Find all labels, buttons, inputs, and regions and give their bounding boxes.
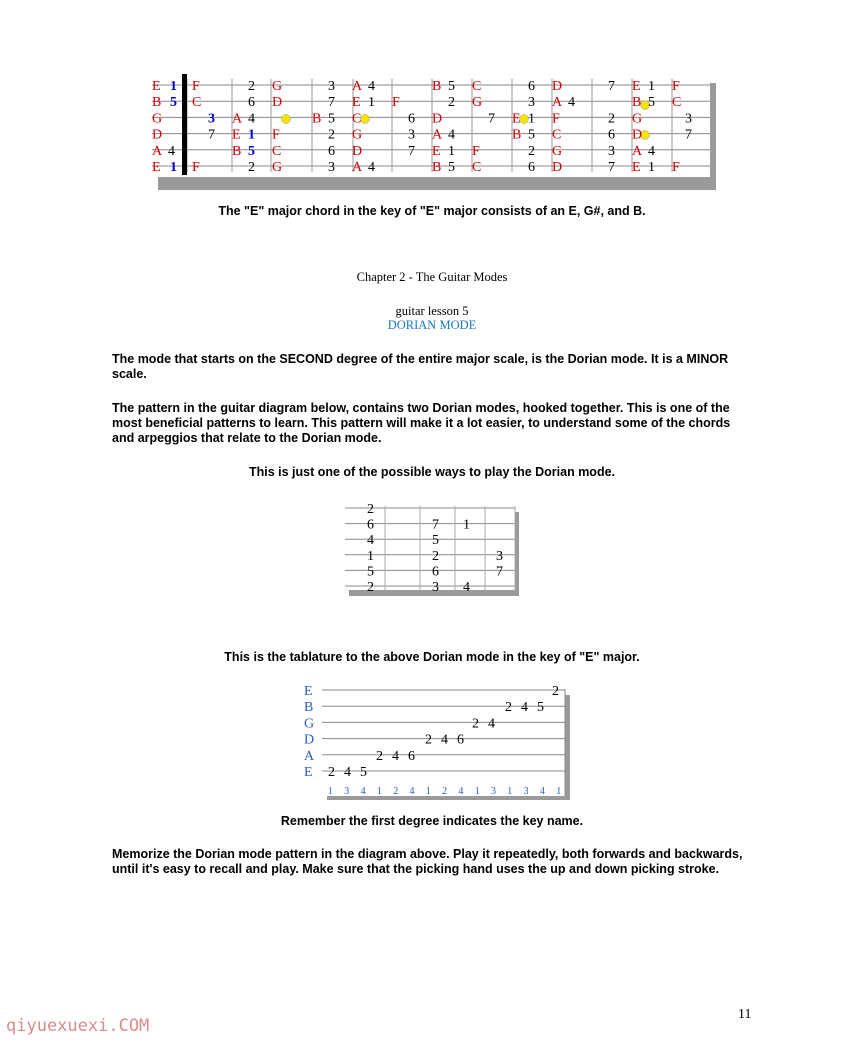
note-name: A (352, 79, 363, 94)
note-name: G (632, 111, 643, 127)
tab-fingering-number: 4 (458, 786, 464, 797)
tab-fingering-number: 1 (556, 786, 562, 797)
scale-degree: 3 (608, 143, 615, 159)
note-name: E (152, 79, 161, 94)
scale-degree: 6 (528, 160, 535, 175)
tab-fret-number: 2 (425, 732, 432, 748)
note-name: G (272, 160, 283, 175)
key-name-note: Remember the first degree indicates the key name. (280, 814, 584, 828)
scale-degree: 4 (368, 79, 375, 94)
note-name: A (232, 111, 243, 127)
note-name: B (632, 95, 642, 111)
dorian-tablature (300, 680, 575, 800)
scale-degree: 1 (448, 143, 455, 159)
note-name: F (192, 79, 200, 94)
scale-degree: 3 (528, 95, 535, 111)
note-name: C (472, 160, 482, 175)
note-name: F (672, 160, 680, 175)
tab-string-name: E (304, 684, 313, 699)
scale-degree: 6 (248, 95, 255, 111)
note-name: F (672, 79, 680, 94)
lesson-title: guitar lesson 5 (395, 304, 469, 318)
tab-string-name: A (304, 748, 315, 764)
scale-degree: 4 (568, 95, 575, 111)
note-name: B (432, 79, 442, 94)
scale-degree: 2 (248, 79, 255, 94)
scale-degree: 3 (685, 111, 692, 127)
pattern-degree: 7 (496, 564, 503, 580)
pattern-degree: 5 (367, 564, 374, 580)
note-name: D (152, 127, 163, 143)
tab-fret-number: 4 (441, 732, 448, 748)
scale-degree: 7 (685, 127, 692, 143)
tab-fret-number: 5 (360, 765, 367, 780)
pattern-degree: 6 (432, 564, 439, 580)
scale-degree: 7 (328, 95, 335, 111)
tab-fret-number: 4 (488, 716, 495, 732)
note-name: D (352, 143, 363, 159)
note-name: D (432, 111, 443, 127)
scale-degree: 6 (608, 127, 615, 143)
scale-degree: 6 (528, 79, 535, 94)
note-name: F (272, 127, 280, 143)
scale-degree: 6 (328, 143, 335, 159)
pattern-degree: 2 (432, 548, 439, 564)
note-name: G (352, 127, 363, 143)
pattern-degree: 1 (463, 517, 470, 533)
note-name: F (392, 95, 400, 111)
note-name: B (312, 111, 322, 127)
fretboard-nut (182, 74, 187, 175)
paragraph-memorize: Memorize the Dorian mode pattern in the diagram above. Play it repeatedly, both forwards and backwards, until it's easy to recall and play. Make sure that the picking hand uses the up and down picking stroke. (112, 847, 743, 876)
scale-degree: 3 (408, 127, 415, 143)
scale-degree: 4 (168, 143, 175, 159)
note-name: C (272, 143, 282, 159)
pattern-degree: 3 (496, 548, 503, 564)
tab-fingering-number: 1 (425, 786, 431, 797)
scale-degree: 5 (648, 95, 655, 111)
scale-degree: 7 (208, 127, 215, 143)
watermark: qiyuexuexi.COM (6, 1016, 150, 1036)
note-name: E (352, 95, 361, 111)
dorian-pattern-diagram (340, 498, 530, 603)
fret-marker-dot (361, 115, 370, 124)
tab-fret-number: 5 (537, 700, 544, 716)
note-name: E (632, 160, 641, 175)
paragraph-pattern-description: The pattern in the guitar diagram below, contains two Dorian modes, hooked together. This is one of the most beneficial patterns to learn. This pattern will make it a lot easier, to understand some of the chords and arpeggios that relate to the Dorian mode. (112, 401, 731, 445)
tab-fingering-number: 4 (539, 786, 545, 797)
tab-string-name: G (304, 716, 315, 732)
tab-fingering-number: 1 (376, 786, 382, 797)
scale-degree: 7 (608, 160, 615, 175)
pattern-degree: 6 (367, 517, 374, 533)
scale-degree: 1 (648, 79, 655, 94)
note-name: F (552, 111, 560, 127)
scale-degree: 1 (170, 79, 177, 94)
note-name: D (272, 95, 283, 111)
note-name: E (512, 111, 521, 127)
tab-fingering-number: 2 (442, 786, 448, 797)
scale-degree: 5 (328, 111, 335, 127)
tab-fingering-number: 3 (523, 786, 529, 797)
note-name: B (232, 143, 242, 159)
fretboard-caption: The "E" major chord in the key of "E" major consists of an E, G#, and B. (218, 204, 646, 218)
tab-fingering-number: 4 (360, 786, 366, 797)
note-name: A (552, 95, 563, 111)
note-name: B (432, 160, 442, 175)
tab-string-name: B (304, 700, 314, 716)
scale-degree: 1 (368, 95, 375, 111)
note-name: A (152, 143, 163, 159)
tab-fingering-number: 2 (393, 786, 399, 797)
pattern-degree: 7 (432, 517, 439, 533)
note-name: C (352, 111, 362, 127)
note-name: C (672, 95, 682, 111)
tab-fret-number: 4 (344, 765, 351, 780)
tab-fret-number: 2 (376, 748, 383, 764)
pattern-degree: 2 (367, 580, 374, 595)
page-number: 11 (738, 1007, 752, 1022)
scale-degree: 2 (328, 127, 335, 143)
note-name: F (192, 160, 200, 175)
tab-fret-number: 2 (552, 684, 559, 699)
pattern-degree: 4 (463, 580, 470, 595)
note-name: E (632, 79, 641, 94)
note-name: E (152, 160, 161, 175)
tab-string-name: E (304, 765, 313, 780)
scale-degree: 1 (170, 160, 177, 175)
scale-degree: 5 (170, 95, 177, 111)
tab-fingering-number: 3 (491, 786, 496, 797)
pattern-caption: This is just one of the possible ways to play the Dorian mode. (248, 465, 616, 479)
tab-fingering-number: 1 (474, 786, 480, 797)
scale-degree: 5 (448, 160, 455, 175)
tab-fingering-number: 3 (344, 786, 350, 797)
tab-fret-number: 6 (457, 732, 464, 748)
scale-degree: 4 (648, 143, 655, 159)
scale-degree: 2 (248, 160, 255, 175)
scale-degree: 3 (208, 111, 215, 127)
note-name: C (192, 95, 202, 111)
note-name: G (552, 143, 563, 159)
paragraph-dorian-intro: The mode that starts on the SECOND degree of the entire major scale, is the Dorian mode. It is a MINOR scale. (112, 352, 729, 381)
tab-fret-number: 2 (472, 716, 479, 732)
pattern-degree: 1 (367, 548, 374, 564)
chapter-title: Chapter 2 - The Guitar Modes (356, 270, 508, 284)
tab-fingering-number: 4 (409, 786, 415, 797)
fret-marker-dot (282, 115, 291, 124)
note-name: G (472, 95, 483, 111)
pattern-degree: 3 (432, 580, 439, 595)
scale-degree: 7 (408, 143, 415, 159)
tab-fingering-number: 1 (328, 786, 333, 797)
fretboard-diagram (140, 50, 720, 190)
note-name: A (352, 160, 363, 175)
pattern-degree: 2 (367, 502, 374, 517)
scale-degree: 4 (448, 127, 455, 143)
scale-degree: 1 (248, 127, 255, 143)
scale-degree: 2 (528, 143, 535, 159)
scale-degree: 7 (608, 79, 615, 94)
note-name: A (432, 127, 443, 143)
scale-degree: 5 (448, 79, 455, 94)
scale-degree: 1 (648, 160, 655, 175)
scale-degree: 5 (528, 127, 535, 143)
note-name: B (512, 127, 522, 143)
tab-fret-number: 2 (328, 765, 335, 780)
scale-degree: 3 (328, 79, 335, 94)
note-name: F (472, 143, 480, 159)
note-name: G (272, 79, 283, 94)
mode-title: DORIAN MODE (387, 318, 477, 332)
tab-fret-number: 6 (408, 748, 415, 764)
scale-degree: 7 (488, 111, 495, 127)
scale-degree: 4 (368, 160, 375, 175)
pattern-degree: 4 (367, 533, 374, 549)
pattern-degree: 5 (432, 533, 439, 549)
note-name: G (152, 111, 163, 127)
scale-degree: 3 (328, 160, 335, 175)
tab-fret-number: 4 (392, 748, 399, 764)
tab-caption: This is the tablature to the above Dorian mode in the key of "E" major. (224, 650, 640, 664)
note-name: C (552, 127, 562, 143)
note-name: B (152, 95, 162, 111)
scale-degree: 5 (248, 143, 255, 159)
tab-string-name: D (304, 732, 315, 748)
note-name: D (552, 160, 563, 175)
scale-degree: 4 (248, 111, 255, 127)
scale-degree: 6 (408, 111, 415, 127)
note-name: E (432, 143, 441, 159)
tab-fingering-number: 1 (507, 786, 513, 797)
scale-degree: 2 (608, 111, 615, 127)
tab-fret-number: 4 (521, 700, 528, 716)
scale-degree: 1 (528, 111, 535, 127)
note-name: E (232, 127, 241, 143)
note-name: C (472, 79, 482, 94)
scale-degree: 2 (448, 95, 455, 111)
note-name: A (632, 143, 643, 159)
note-name: D (552, 79, 563, 94)
tab-fret-number: 2 (505, 700, 512, 716)
note-name: D (632, 127, 643, 143)
